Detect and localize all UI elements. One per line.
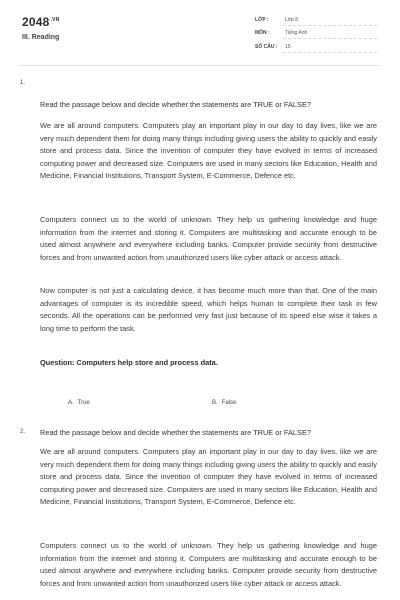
passage-paragraph: We are all around computers. Computers play an important play in our day to day lives, like we are very much dependent them for doing many things including giving users the ability to quickly and easily store and process data. Since the invention of computer they have evolved in terms of increased computing power and decreased size. Computers are used in many sectors like Education, Health and Medicine, Financial Institutions, Transport System, E-Commerce, Defence etc.	[40, 447, 377, 506]
meta-underline	[283, 25, 377, 26]
option-text: False	[221, 400, 237, 406]
meta-value: 15	[285, 44, 291, 50]
page-header	[0, 0, 400, 62]
meta-underline	[283, 52, 377, 53]
meta-label: SỐ CÂU :	[255, 44, 278, 50]
option-a[interactable]	[68, 400, 90, 406]
question-statement: Question: Computers help store and process data.	[40, 358, 218, 367]
meta-value: Lớp 8	[285, 17, 299, 23]
logo[interactable]	[22, 15, 59, 29]
header-divider	[18, 65, 380, 66]
question-prompt: Read the passage below and decide whether the statements are TRUE or FALSE?	[40, 428, 312, 437]
passage-paragraph: Now computer is not just a calculating device, it has become much more than that. One of the main advantages of computer is its incredible speed, which helps human to complete their task in few seconds. All the operations can be performed very fast just because of its speed else wise it takes a long time to perform the task.	[40, 286, 377, 333]
passage-paragraph: Computers connect us to the world of unknown. They help us gathering knowledge and huge information from the internet and storing it. Computers are multitasking and accurate enough to be used almost anywhere and everywhere including banks. Computer provide security from destructive forces and from unwanted action from unauthorized users like cyber attack or access attack.	[40, 541, 377, 588]
logo-suffix: .VN	[50, 17, 60, 23]
question-prompt: Read the passage below and decide whether the statements are TRUE or FALSE?	[40, 100, 312, 109]
logo-text: 2048	[22, 15, 50, 29]
meta-label: MÔN :	[255, 30, 270, 36]
question-number: 1.	[20, 80, 26, 86]
option-b[interactable]	[212, 400, 236, 406]
option-text: True	[77, 400, 90, 406]
passage-paragraph: Computers connect us to the world of unknown. They help us gathering knowledge and huge information from the internet and storing it. Computers are multitasking and accurate enough to be used almost anywhere and everywhere including banks. Computer provide security from destructive forces and from unwanted action from unauthorized users like cyber attack or access attack.	[40, 215, 377, 262]
option-letter: A.	[68, 400, 74, 406]
passage-paragraph: We are all around computers. Computers play an important play in our day to day lives, like we are very much dependent them for doing many things including giving users the ability to quickly and easily store and process data. Since the invention of computer they have evolved in terms of increased computing power and decreased size. Computers are used in many sectors like Education, Health and Medicine, Financial Institutions, Transport System, E-Commerce, Defence etc.	[40, 121, 377, 180]
meta-label: LỚP :	[255, 17, 269, 23]
question-number: 2.	[20, 429, 26, 435]
meta-value: Tiếng Anh	[285, 30, 308, 36]
section-title: III. Reading	[22, 34, 60, 41]
meta-underline	[283, 38, 377, 39]
option-letter: B.	[212, 400, 218, 406]
